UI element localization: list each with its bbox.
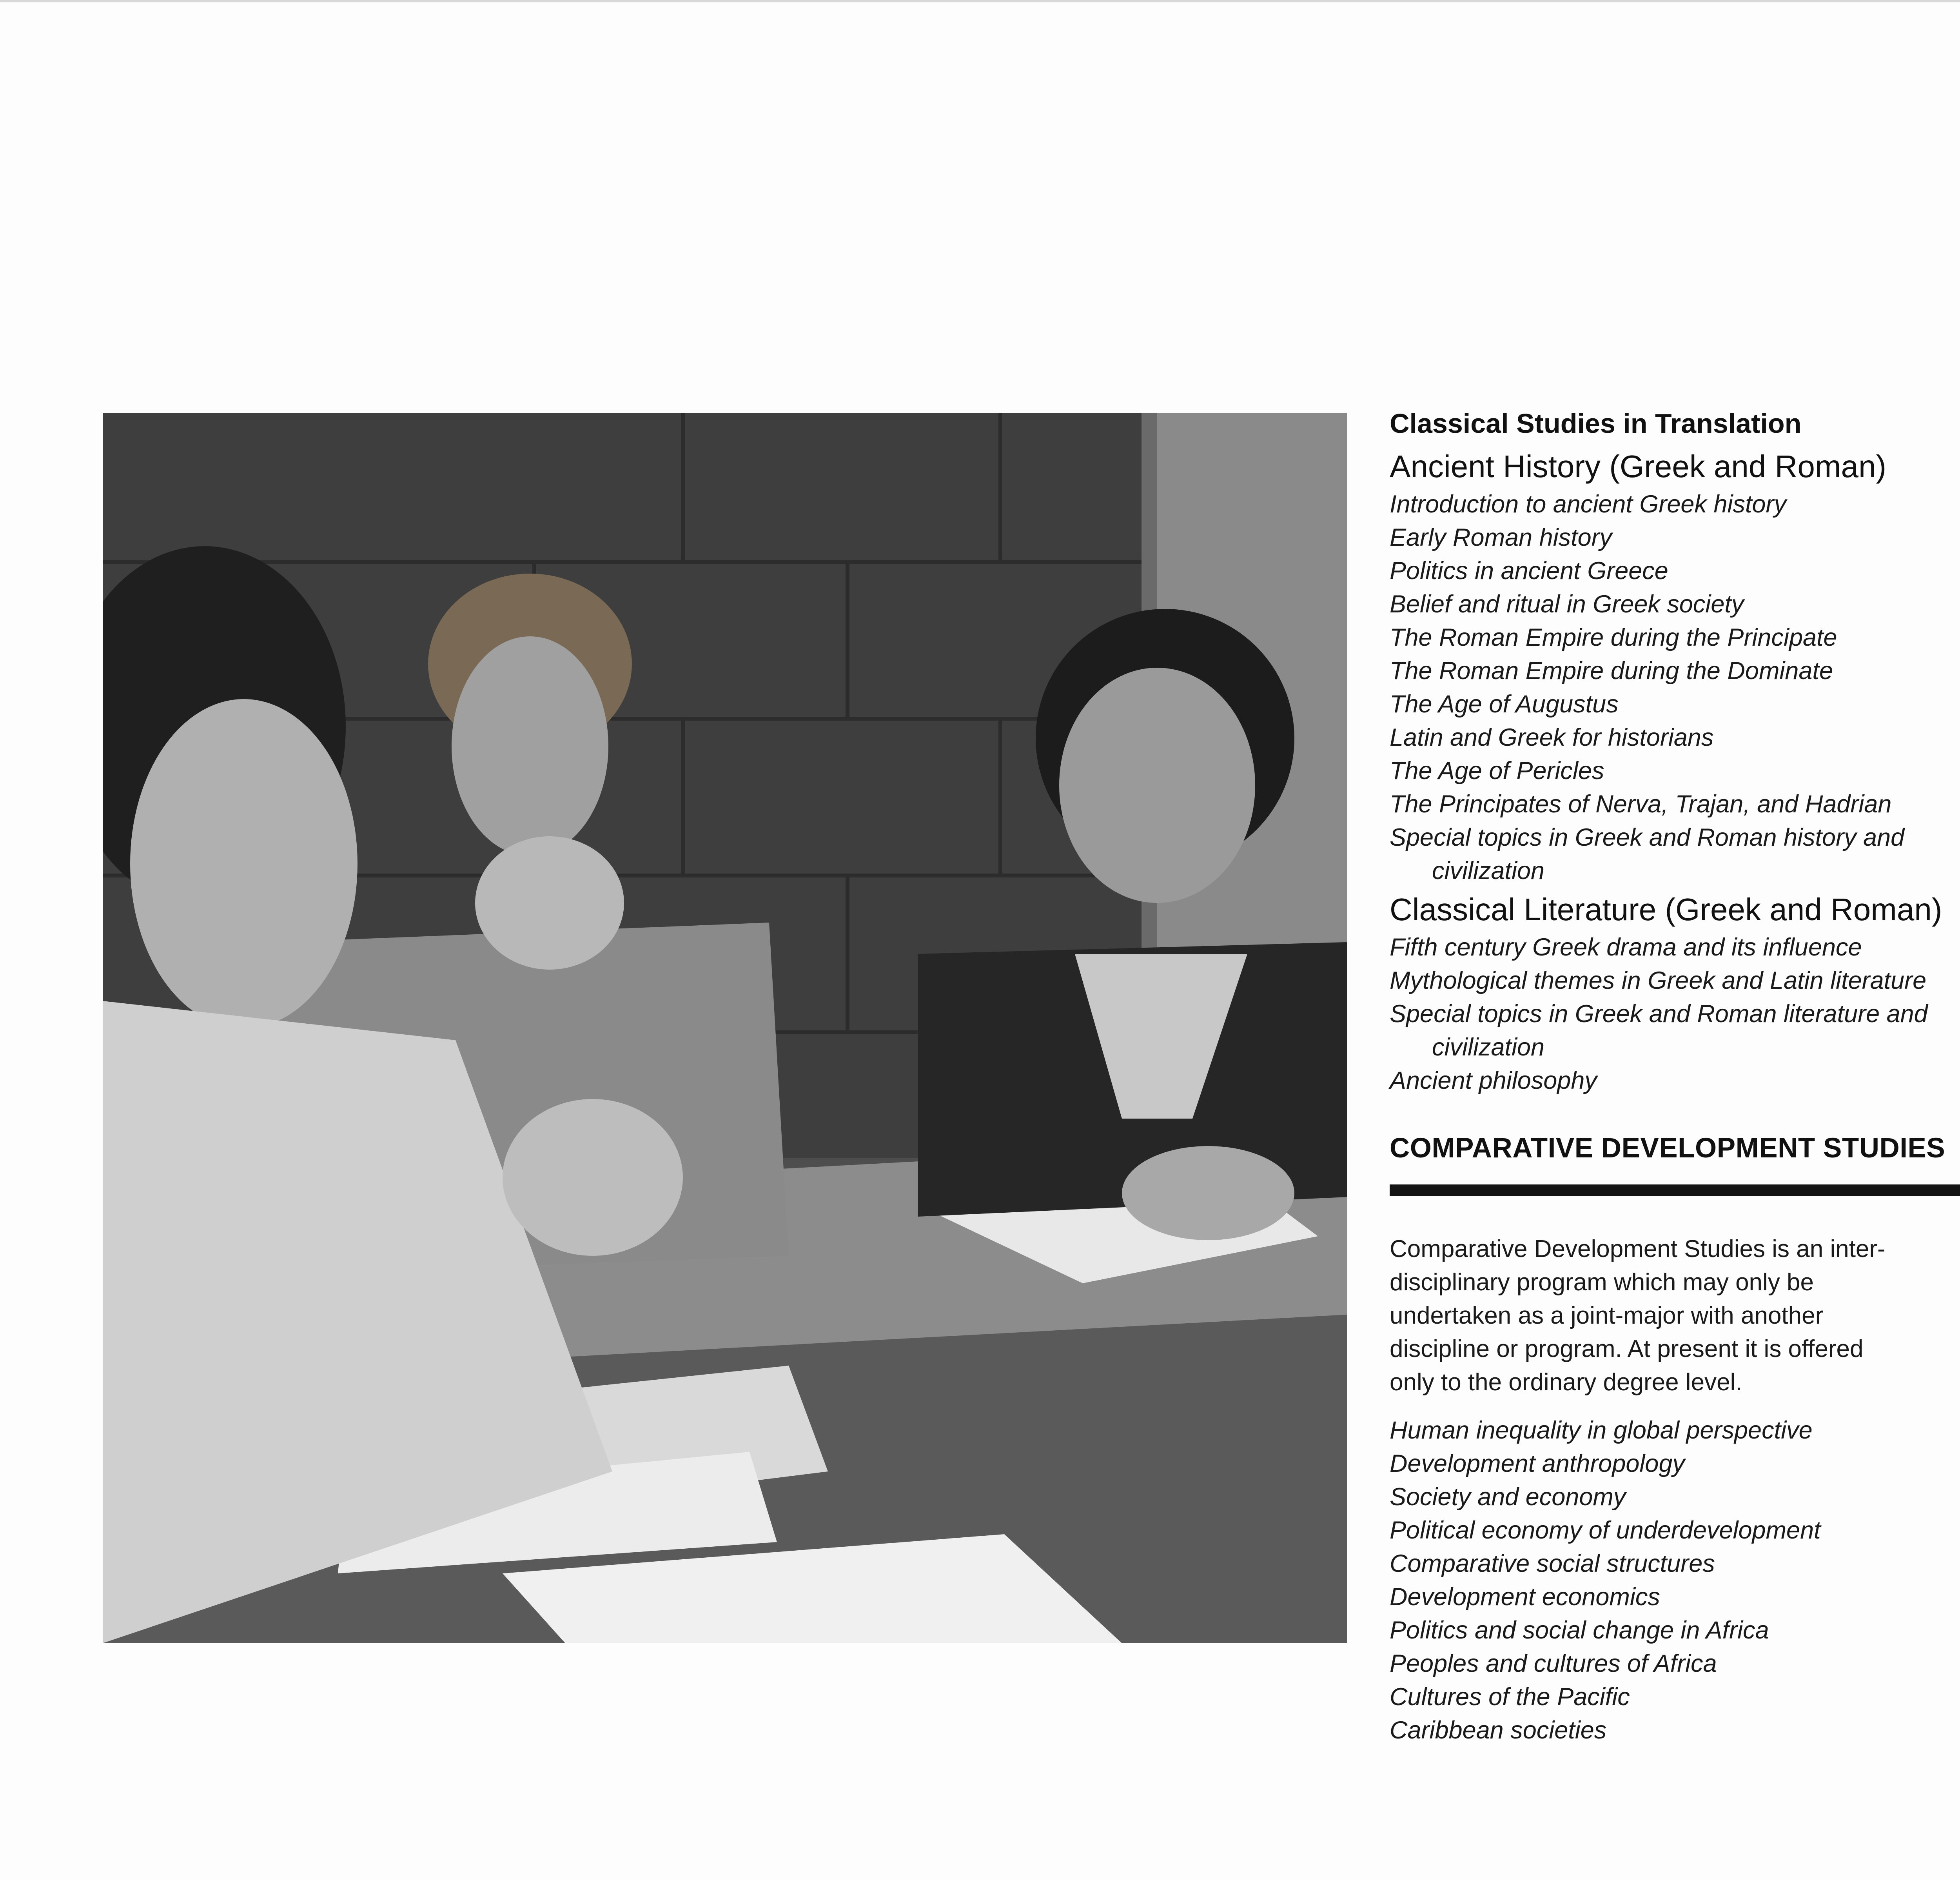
classroom-photo <box>103 413 1347 1643</box>
course-item: Comparative social structures <box>1390 1550 1715 1577</box>
course-item: Belief and ritual in Greek society <box>1390 590 1744 618</box>
course-item: Development economics <box>1390 1583 1660 1611</box>
course-item: Latin and Greek for historians <box>1390 724 1714 751</box>
course-item: The Roman Empire during the Dominate <box>1390 657 1833 685</box>
course-item: Mythological themes in Greek and Latin literature <box>1390 967 1927 994</box>
comparative-development-heading: COMPARATIVE DEVELOPMENT STUDIES <box>1390 1133 1945 1164</box>
course-item: Peoples and cultures of Africa <box>1390 1650 1717 1677</box>
comparative-course-list <box>1390 1414 1960 1747</box>
text-column <box>1390 404 1960 1747</box>
description-line: disciplinary program which may only be <box>1390 1269 1814 1296</box>
heading-rule <box>1390 1184 1960 1196</box>
classroom-photo-illustration <box>103 413 1347 1643</box>
course-item: Society and economy <box>1390 1483 1626 1511</box>
comparative-description <box>1390 1232 1960 1399</box>
course-item: Politics and social change in Africa <box>1390 1617 1769 1644</box>
course-item: Political economy of underdevelopment <box>1390 1517 1821 1544</box>
course-item: Special topics in Greek and Roman literature and civilization <box>1390 1000 1928 1061</box>
course-item: Ancient philosophy <box>1390 1067 1597 1094</box>
course-item: Caribbean societies <box>1390 1717 1607 1744</box>
course-item: Introduction to ancient Greek history <box>1390 490 1787 518</box>
course-item: The Roman Empire during the Principate <box>1390 624 1837 651</box>
course-item: Early Roman history <box>1390 524 1612 551</box>
course-item: Politics in ancient Greece <box>1390 557 1668 585</box>
course-item: Fifth century Greek drama and its influence <box>1390 934 1862 961</box>
course-item: Development anthropology <box>1390 1450 1685 1477</box>
classical-literature-heading: Classical Literature (Greek and Roman) <box>1390 892 1942 927</box>
course-item: The Age of Pericles <box>1390 757 1604 785</box>
course-item: Human inequality in global perspective <box>1390 1417 1813 1444</box>
ancient-history-heading: Ancient History (Greek and Roman) <box>1390 449 1887 484</box>
course-item: Special topics in Greek and Roman history and civilization <box>1390 824 1905 885</box>
classical-literature-course-list <box>1390 931 1960 1097</box>
ancient-history-course-list <box>1390 488 1960 888</box>
course-item: The Age of Augustus <box>1390 690 1619 718</box>
description-line: only to the ordinary degree level. <box>1390 1369 1742 1396</box>
course-item: The Principates of Nerva, Trajan, and Hadrian <box>1390 790 1892 818</box>
description-line: Comparative Development Studies is an inter- <box>1390 1235 1886 1262</box>
classical-studies-heading: Classical Studies in Translation <box>1390 408 1802 439</box>
course-item: Cultures of the Pacific <box>1390 1683 1630 1711</box>
description-line: discipline or program. At present it is offered <box>1390 1335 1864 1362</box>
description-line: undertaken as a joint-major with another <box>1390 1302 1824 1329</box>
page-edge <box>0 0 1960 2</box>
